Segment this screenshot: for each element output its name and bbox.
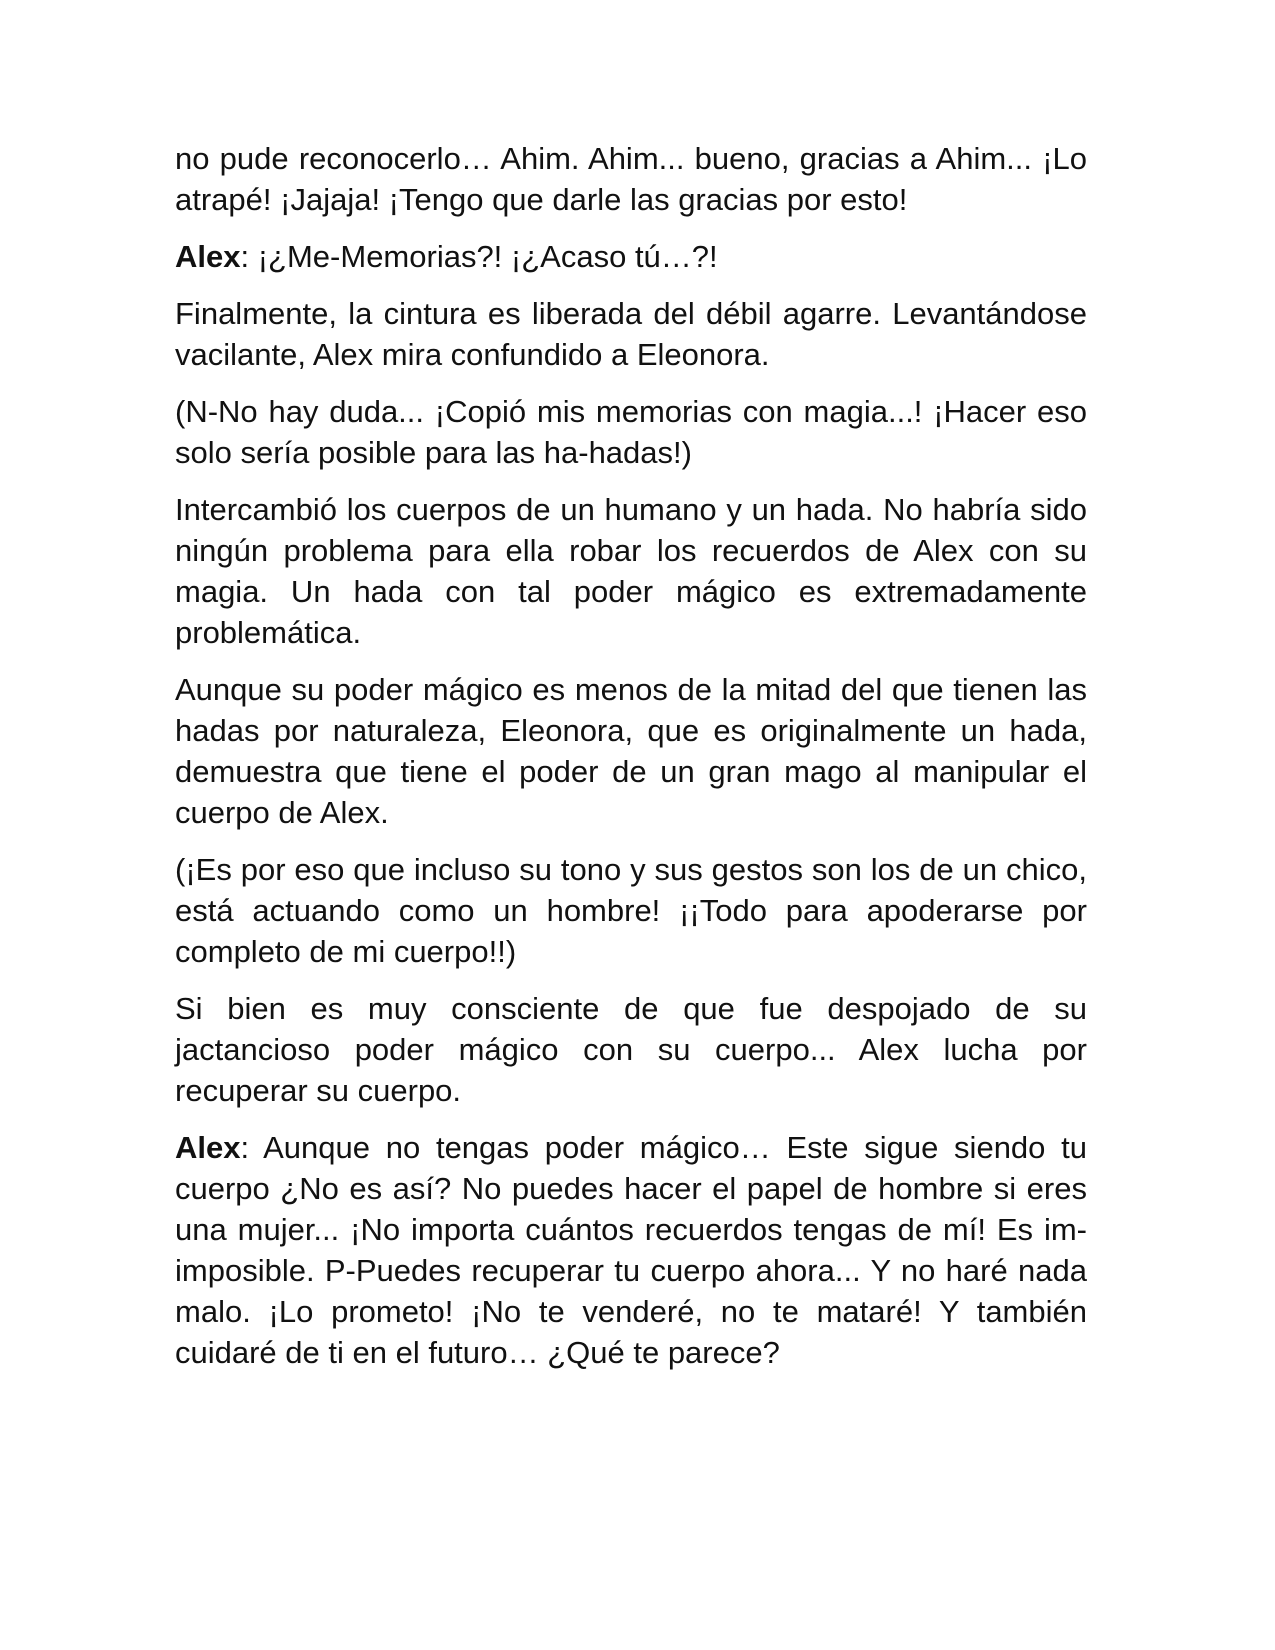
paragraph-4 xyxy=(175,391,1087,473)
dialogue-alex-2 xyxy=(175,1127,1087,1373)
paragraph-text: (N-No hay duda... ¡Copió mis memorias con magia...! ¡Hacer eso solo sería posible para las ha-hadas!) xyxy=(175,394,1087,470)
paragraph-3 xyxy=(175,293,1087,375)
paragraph-text: no pude reconocerlo… Ahim. Ahim... bueno, gracias a Ahim... ¡Lo atrapé! ¡Jajaja! ¡Tengo que darle las gracias por esto! xyxy=(175,141,1087,217)
speaker-separator: : xyxy=(240,239,258,274)
paragraph-text: Si bien es muy consciente de que fue despojado de su jactancioso poder mágico con su cuerpo... Alex lucha por recuperar su cuerpo. xyxy=(175,991,1087,1108)
paragraph-text: Intercambió los cuerpos de un humano y un hada. No habría sido ningún problema para ella robar los recuerdos de Alex con su magia. Un hada con tal poder mágico es extremadamente problemática. xyxy=(175,492,1087,650)
dialogue-text: ¡¿Me-Memorias?! ¡¿Acaso tú…?! xyxy=(257,239,718,274)
document-page xyxy=(175,138,1087,1389)
speaker-name: Alex xyxy=(175,1130,241,1165)
paragraph-7 xyxy=(175,849,1087,972)
dialogue-alex-1 xyxy=(175,236,1087,277)
paragraph-text: Finalmente, la cintura es liberada del débil agarre. Levantándose vacilante, Alex mira confundido a Eleonora. xyxy=(175,296,1087,372)
paragraph-text: (¡Es por eso que incluso su tono y sus gestos son los de un chico, está actuando como un hombre! ¡¡Todo para apoderarse por completo de mi cuerpo!!) xyxy=(175,852,1087,969)
speaker-separator: : xyxy=(240,1130,264,1165)
dialogue-text: Aunque no tengas poder mágico… Este sigue siendo tu cuerpo ¿No es así? No puedes hacer el papel de hombre si eres una mujer... ¡No importa cuántos recuerdos tengas de mí! Es im-imposible. P-Puedes recuperar tu cuerpo ahora... Y no haré nada malo. ¡Lo prometo! ¡No te venderé, no te mataré! Y también cuidaré de ti en el futuro… ¿Qué te parece? xyxy=(175,1130,1087,1370)
speaker-name: Alex xyxy=(175,239,241,274)
paragraph-1 xyxy=(175,138,1087,220)
paragraph-text: Aunque su poder mágico es menos de la mitad del que tienen las hadas por naturaleza, Eleonora, que es originalmente un hada, demuestra que tiene el poder de un gran mago al manipular el cuerpo de Alex. xyxy=(175,672,1087,830)
paragraph-8 xyxy=(175,988,1087,1111)
paragraph-5 xyxy=(175,489,1087,653)
paragraph-6 xyxy=(175,669,1087,833)
